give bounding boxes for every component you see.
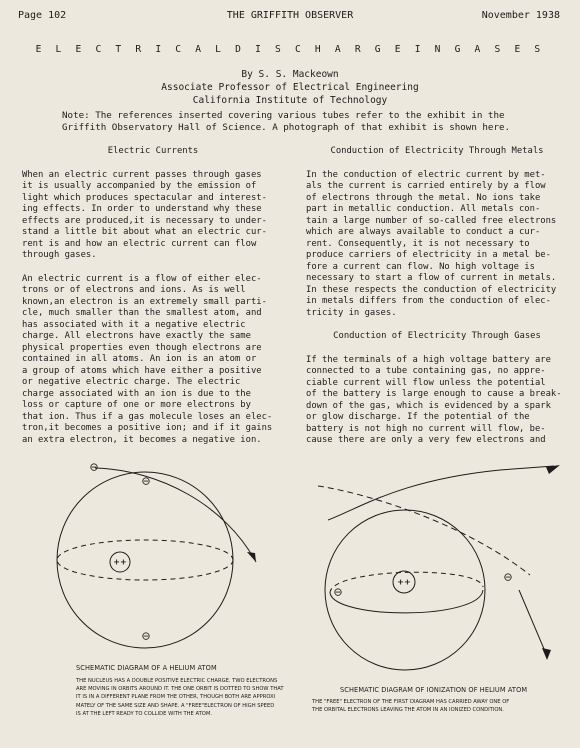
ionized-orbit-front: [330, 590, 483, 613]
text-line: necessary to start a flow of current in metals.: [306, 273, 557, 283]
caption-body: [76, 677, 282, 718]
text-line: cle, much smaller than the smallest atom, and: [22, 308, 262, 318]
text-line: fore a current can flow. No high voltage is: [306, 261, 535, 272]
text-line: part in metallic conduction. All metals con-: [306, 204, 541, 214]
free-electron: ⊖: [89, 460, 99, 474]
note-line: Note: The references inserted covering various tubes refer to the exhibit in the: [62, 110, 505, 121]
section-heading-electric-currents: Electric Currents: [107, 146, 199, 156]
article-title: E L E C T R I C A L D I S C H A R G E I N G A S E S: [35, 44, 545, 55]
text-line: produce carriers of electricity in a metal be-: [306, 250, 551, 260]
section-heading-metals: Conduction of Electricity Through Metals: [330, 146, 544, 156]
orbital-electron-top: ⊖: [141, 474, 151, 488]
text-line: that ion. Thus if a gas molecule loses an elec-: [22, 411, 273, 422]
text-line: When an electric current passes through gases: [22, 169, 262, 180]
dotted-orbit: [57, 540, 233, 580]
remaining-orbital-electron: ⊖: [333, 585, 343, 599]
text-line: If the terminals of a high voltage battery are: [306, 354, 551, 365]
caption-line: MATELY OF THE SAME SIZE AND SHAPE. A "FREE"ELECTRON OF HIGH SPEED: [76, 702, 275, 709]
section-heading-gases: Conduction of Electricity Through Gases: [333, 331, 541, 341]
text-line: stand a little bit about what an electric cur-: [22, 227, 267, 237]
text-line: or glow discharge. If the potential of the: [306, 412, 530, 422]
note-line: Griffith Observatory Hall of Science. A photograph of that exhibit is shown here.: [62, 122, 511, 133]
text-line: ciable current will flow unless the potential: [306, 377, 546, 388]
text-line: light which produces spectacular and interest-: [22, 192, 267, 203]
ionized-nucleus-charge: ++: [397, 577, 411, 587]
orbital-electron-bottom: ⊖: [141, 629, 151, 643]
text-line: tron,it becomes a positive ion; and if it gains: [22, 423, 273, 433]
text-line: connected to a tube containing gas, no appre-: [306, 366, 546, 376]
ionization-caption: [302, 686, 572, 714]
text-line: of the battery is large enough to cause a break-: [306, 389, 562, 399]
text-line: trons or of electrons and ions. As is well: [22, 285, 246, 295]
text-line: effects are produced,it is necessary to under-: [22, 215, 267, 226]
text-line: of electrons through the metal. No ions take: [306, 192, 541, 203]
text-line: it is usually accompanied by the emission of: [22, 181, 257, 191]
page-number: Page 102: [18, 10, 67, 21]
helium-atom-caption: [76, 664, 284, 718]
caption-line: ARE MOVING IN ORBITS AROUND IT. THE ONE ORBIT IS DOTTED TO SHOW THAT: [76, 686, 284, 693]
text-line: which are always available to conduct a cur-: [306, 227, 541, 237]
text-line: In the conduction of electric current by met-: [306, 169, 546, 180]
helium-atom-boundary: [57, 472, 233, 648]
author: By S. S. Mackeown: [241, 69, 339, 80]
caption-body: [312, 698, 572, 714]
ionized-atom-boundary: [325, 510, 485, 670]
text-line: has associated with it a negative electric: [22, 319, 246, 330]
text-line: in metals differs from the conduction of elec-: [306, 296, 551, 306]
text-line: rent. Consequently, it is not necessary to: [306, 238, 530, 249]
text-line: tricity in gases.: [306, 307, 397, 318]
publication-name: THE GRIFFITH OBSERVER: [226, 10, 354, 21]
text-line: tain a large number of so-called free electrons: [306, 215, 557, 226]
caption-line: THE "FREE" ELECTRON OF THE FIRST DIAGRAM HAS CARRIED AWAY ONE OF: [312, 699, 510, 705]
text-line: cause there are only a very few electrons and: [306, 435, 546, 445]
text-line: rent is and how an electric current can flow: [22, 238, 257, 249]
text-line: down of the gas, which is evidenced by a spark: [306, 400, 551, 411]
caption-line: IS AT THE LEFT READY TO COLLIDE WITH THE ATOM.: [76, 710, 212, 717]
text-line: als the current is carried entirely by a flow: [306, 181, 546, 191]
text-line: or negative electric charge. The electric: [22, 377, 241, 387]
text-line: through gases.: [22, 250, 97, 260]
text-line: battery is not high no current will flow, be-: [306, 423, 546, 434]
departing-electron: ⊖: [503, 570, 513, 584]
ejected-electron-path-end: [500, 466, 554, 470]
text-line: an extra electron, it becomes a negative ion.: [22, 434, 262, 445]
text-line: An electric current is a flow of either elec-: [22, 273, 262, 284]
caption-line: THE ORBITAL ELECTRONS LEAVING THE ATOM IN AN IONIZED CONDITION.: [312, 707, 504, 714]
free-electron-exit-arrowhead: [542, 648, 551, 660]
text-line: a group of atoms which have either a positive: [22, 365, 262, 376]
text-line: contained in all atoms. An ion is an atom or: [22, 354, 257, 364]
text-line: ing effects. In order to understand why these: [22, 204, 262, 214]
ionization-path-dashed: [318, 486, 530, 575]
text-line: physical properties even though electrons are: [22, 342, 262, 353]
caption-title: SCHEMATIC DIAGRAM OF IONIZATION OF HELIUM ATOM: [340, 686, 528, 694]
issue-date: November 1938: [481, 10, 560, 21]
author-institution: California Institute of Technology: [192, 95, 388, 106]
text-line: loss or capture of one or more electrons by: [22, 400, 251, 410]
text-line: charge. All electrons have exactly the same: [22, 331, 251, 341]
text-line: In these respects the conduction of electricity: [306, 284, 557, 295]
caption-title: SCHEMATIC DIAGRAM OF A HELIUM ATOM: [76, 664, 217, 672]
free-electron-exit-path: [519, 590, 547, 656]
caption-line: THE NUCLEUS HAS A DOUBLE POSITIVE ELECTRIC CHARGE. TWO ELECTRONS: [76, 678, 278, 684]
text-line: charge associated with an ion is due to the: [22, 388, 251, 399]
author-position: Associate Professor of Electrical Engineering: [161, 82, 419, 93]
nucleus-charge: ++: [113, 557, 127, 567]
ejected-electron-path: [328, 470, 500, 520]
text-line: known,an electron is an extremely small parti-: [22, 296, 267, 307]
caption-line: IT IS IN A DIFFERENT PLANE FROM THE OTHER, THOUGH BOTH ARE APPROXI: [76, 694, 276, 701]
